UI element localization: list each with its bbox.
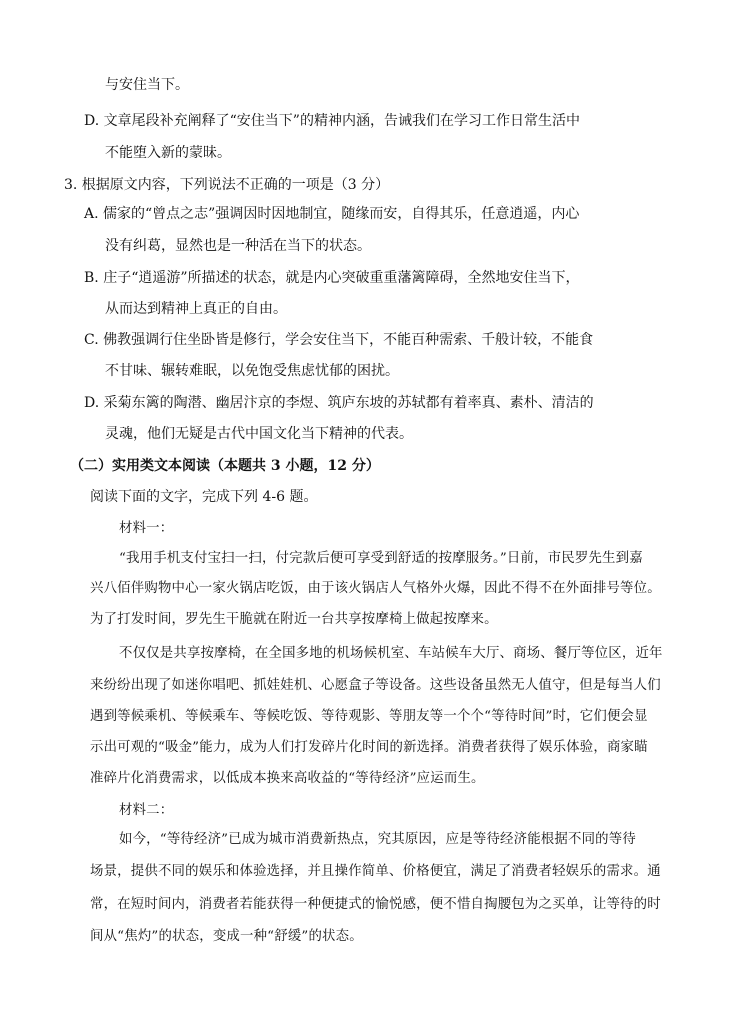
question-3-option-d-line-1: D. 采菊东篱的陶潜、幽居汴京的李煜、筑庐东坡的苏轼都有着率真、素朴、清洁的 [84,395,594,411]
material-one-line-3: 为了打发时间，罗先生干脆就在附近一台共享按摩椅上做起按摩来。 [90,612,498,627]
material-one-line-1: “我用手机支付宝扫一扫，付完款后便可享受到舒适的按摩服务。”日前，市民罗先生到嘉 [119,551,643,566]
question-3-option-b-line-1: B. 庄子“逍遥游”所描述的状态，就是内心突破重重藩篱障碍，全然地安住当下， [84,270,580,286]
question-3-option-a-line-1: A. 儒家的“曾点之志”强调因时因地制宜，随缘而安，自得其乐，任意逍遥，内心 [84,206,580,222]
material-two-line-1: 如今，“等待经济”已成为城市消费新热点，究其原因，应是等待经济能根据不同的等待 [119,832,636,847]
material-one-line-7: 示出可观的“吸金”能力，成为人们打发碎片化时间的新选择。消费者获得了娱乐体验，商家瞄 [90,740,648,755]
material-one-line-6: 遇到等候乘机、等候乘车、等候吃饭、等待观影、等朋友等一个个“等待时间”时，它们便会显 [90,709,648,724]
option-d-line-2: 不能堕入新的蒙昧。 [105,145,231,161]
question-3-stem: 3. 根据原文内容，下列说法不正确的一项是（3 分） [64,177,390,193]
section-heading-practical-reading: （二）实用类文本阅读（本题共 3 小题，12 分） [70,458,380,474]
option-c-continuation: 与安住当下。 [105,77,189,93]
material-two-heading: 材料二： [119,803,174,818]
question-3-option-c-line-1: C. 佛教强调行住坐卧皆是修行，学会安住当下，不能百种需索、千般计较，不能食 [84,332,594,348]
question-3-option-d-line-2: 灵魂，他们无疑是古代中国文化当下精神的代表。 [105,426,413,442]
material-two-line-3: 常，在短时间内，消费者若能获得一种便捷式的愉悦感，便不惜自掏腰包为之买单，让等待的时 [90,897,661,912]
material-two-line-2: 场景，提供不同的娱乐和体验选择，并且操作简单、价格便宜，满足了消费者轻娱乐的需求。通 [90,864,661,879]
reading-instructions: 阅读下面的文字，完成下列 4-6 题。 [90,489,318,505]
material-one-line-5: 来纷纷出现了如迷你唱吧、抓娃娃机、心愿盒子等设备。这些设备虽然无人值守，但是每当人们 [90,678,661,693]
material-one-line-2: 兴八佰伴购物中心一家火锅店吃饭，由于该火锅店人气格外火爆，因此不得不在外面排号等位。 [90,581,661,596]
question-3-option-c-line-2: 不甘味、辗转难眠，以免饱受焦虑忧郁的困扰。 [105,363,399,379]
material-one-line-8: 准碎片化消费需求，以低成本换来高收益的“等待经济”应运而生。 [90,771,485,786]
material-one-line-4: 不仅仅是共享按摩椅，在全国多地的机场候机室、车站候车大厅、商场、餐厅等位区，近年 [119,646,663,661]
material-one-heading: 材料一： [119,521,174,536]
option-d-line-1: D. 文章尾段补充阐释了“安住当下”的精神内涵，告诫我们在学习工作日常生活中 [84,113,580,129]
material-two-line-4: 间从“焦灼”的状态，变成一种“舒缓”的状态。 [90,929,363,944]
question-3-option-b-line-2: 从而达到精神上真正的自由。 [105,301,287,317]
question-3-option-a-line-2: 没有纠葛，显然也是一种活在当下的状态。 [105,238,371,254]
